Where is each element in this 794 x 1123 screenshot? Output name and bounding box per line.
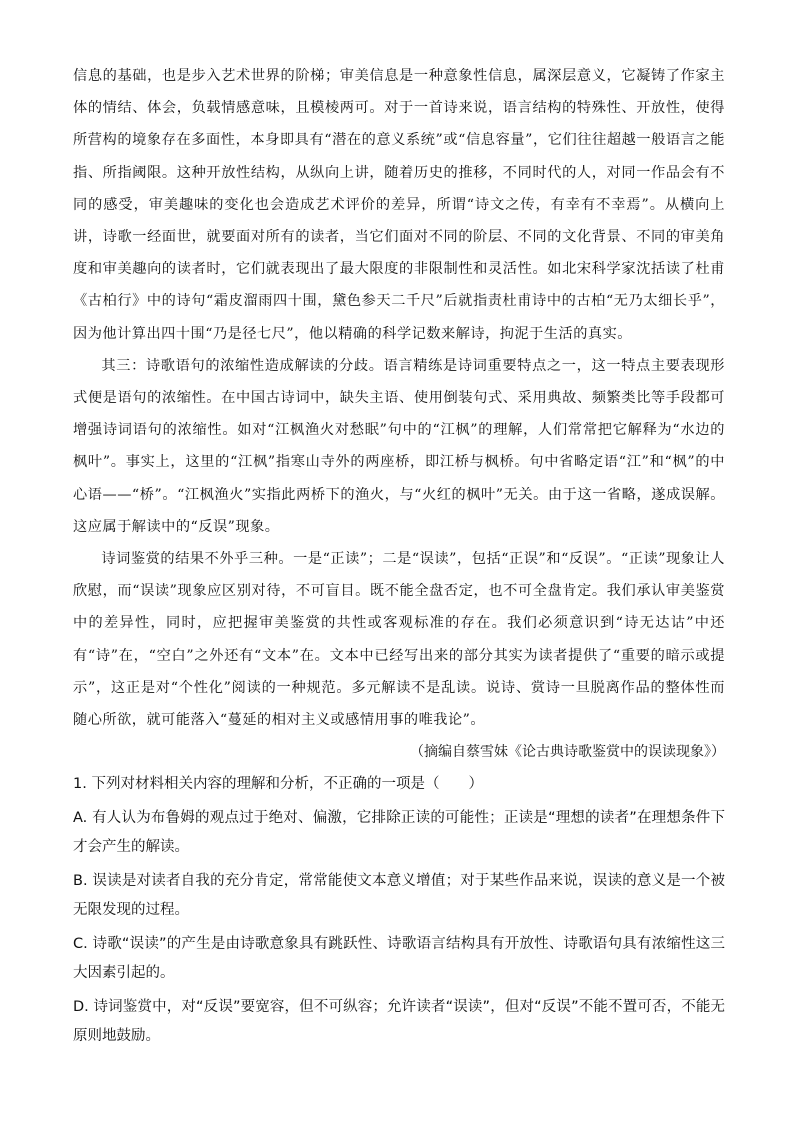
passage-paragraph-3: 诗词鉴赏的结果不外乎三种。一是“正读”；二是“误读”，包括“正误”和“反误”。“正读”现象让人欣慰，而“误读”现象应区别对待，不可盲目。既不能全盘否定，也不可全盘肯定。我们承认审美鉴赏中的差异性，同时，应把握审美鉴赏的共性或客观标准的存在。我们必须意识到“诗无达诂”中还有“诗”在，“空白”之外还有“文本”在。文本中已经写出来的部分其实为读者提供了“重要的暗示或提示”，这正是对“个性化”阅读的一种规范。多元解读不是乱读。说诗、赏诗一旦脱离作品的整体性而随心所欲，就可能落入“蔓延的相对主义或感情用事的唯我论”。 [73,551,725,729]
option-c: C. 诗歌“误读”的产生是由诗歌意象具有跳跃性、诗歌语言结构具有开放性、诗歌语句具有浓缩性这三大因素引起的。 [73,935,725,982]
passage-paragraph-1: 信息的基础，也是步入艺术世界的阶梯；审美信息是一种意象性信息，属深层意义，它凝铸了作家主体的情结、体会，负载情感意味，且模棱两可。对于一首诗来说，语言结构的特殊性、开放性，使得所营构的境象存在多面性，本身即具有“潜在的意义系统”或“信息容量”，它们往往超越一般语言之能指、所指阈限。这种开放性结构，从纵向上讲，随着历史的推移，不同时代的人，对同一作品会有不同的感受，审美趣味的变化也会造成艺术评价的差异，所谓“诗文之传，有幸有不幸焉”。从横向上讲，诗歌一经面世，就要面对所有的读者，当它们面对不同的阶层、不同的文化背景、不同的审美角度和审美趣向的读者时，它们就表现出了最大限度的非限制性和灵活性。如北宋科学家沈括读了杜甫《古柏行》中的诗句“霜皮溜雨四十围，黛色参天二千尺”后就指责杜甫诗中的古柏“无乃太细长乎”，因为他计算出四十围“乃是径七尺”，他以精确的科学记数来解诗，拘泥于生活的真实。 [73,68,725,342]
option-a: A. 有人认为布鲁姆的观点过于绝对、偏激，它排除正读的可能性；正读是“理想的读者”在理想条件下才会产生的解读。 [73,809,725,856]
option-d: D. 诗词鉴赏中，对“反误”要宽容，但不可纵容；允许读者“误读”，但对“反误”不能不置可否，不能无原则地鼓励。 [73,998,725,1045]
passage-paragraph-2: 其三：诗歌语句的浓缩性造成解读的分歧。语言精练是诗词重要特点之一，这一特点主要表现形式便是语句的浓缩性。在中国古诗词中，缺失主语、使用倒装句式、采用典故、频繁类比等手段都可增强诗词语句的浓缩性。如对“江枫渔火对愁眠”句中的“江枫”的理解，人们常常把它解释为“水边的枫叶”。事实上，这里的“江枫”指寒山寺外的两座桥，即江桥与枫桥。句中省略定语“江”和“枫”的中心语——“桥”。“江枫渔火”实指此两桥下的渔火，与“火红的枫叶”无关。由于这一省略，遂成误解。这应属于解读中的“反误”现象。 [73,357,725,535]
source-citation: （摘编自蔡雪妹《论古典诗歌鉴赏中的误读现象》） [410,744,725,761]
option-b: B. 误读是对读者自我的充分肯定，常常能使文本意义增值；对于某些作品来说，误读的意义是一个被无限发现的过程。 [73,872,725,919]
article-passage [73,60,725,736]
question-block [73,770,725,1052]
page-content [73,60,725,1056]
question-stem: 1. 下列对材料相关内容的理解和分析，不正确的一项是（ ） [73,776,483,793]
